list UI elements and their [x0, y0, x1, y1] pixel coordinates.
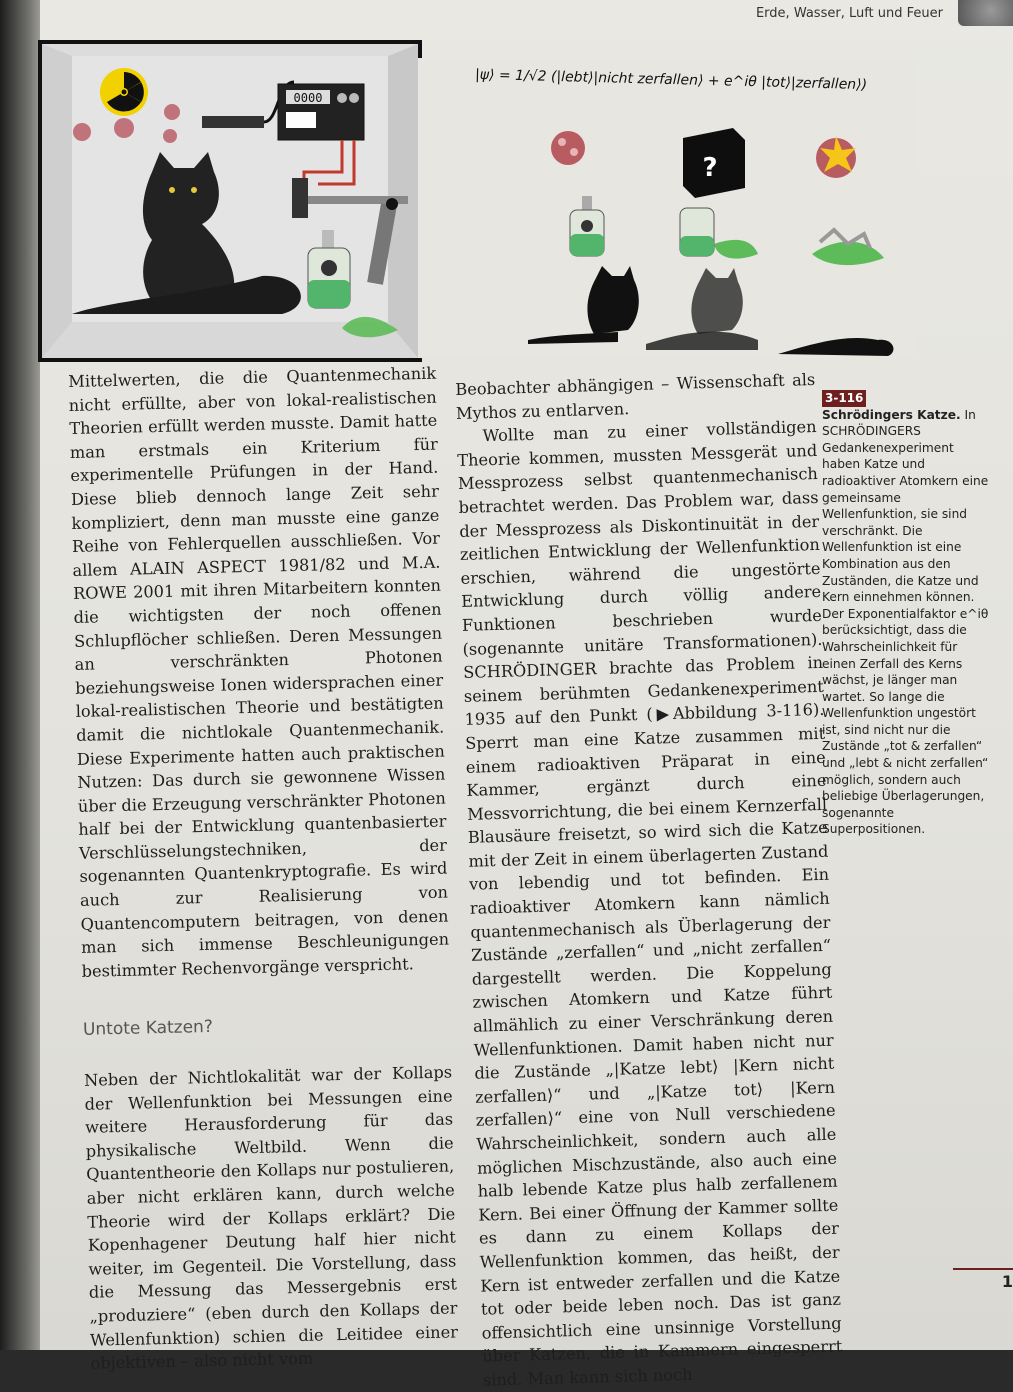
- caption-text: In SCHRÖDINGERS Gedankenexperiment haben Katze und radioaktiver Atomkern eine gemeinsame Wellenfunktion, sie sind verschränkt. Die Wellenfunktion ist eine Kombination aus den Zuständen, die Katze und Kern einnehmen können. Der Exponentialfaktor e^iθ berücksichtigt, dass die Wahrscheinlichkeit für einen Zerfall des Kerns wächst, je länger man wartet. So lange die Wellenfunktion ungestört ist, sind nicht nur die Zustände „tot & zerfallen“ und „lebt & nicht zerfallen“ möglich, sondern auch beliebige Überlagerungen, sogenannte Superpositionen.: [822, 407, 989, 837]
- figure-states: [418, 58, 918, 358]
- counter-digits: 0000: [293, 91, 323, 105]
- caption-title: Schrödingers Katze.: [822, 407, 961, 422]
- page-number: 1: [1001, 1272, 1013, 1291]
- section-heading: Untote Katzen?: [82, 1017, 214, 1041]
- bottle-intact-icon: [570, 196, 604, 256]
- footer-rule: [953, 1268, 1013, 1270]
- paragraph: Wollte man zu einer vollständigen Theorie kommen, mussten Messgerät und Messprozess selbst quantenmechanisch betrachtet werden. Das Problem war, dass der Messprozess als Diskontinuität in der zeitlichen Entwicklung der Wellenfunktion erschien, während die ungestörte Entwicklung durch völlig andere Funktionen beschrieben wurde (sogenannte unitäre Transformationen). SCHRÖDINGER brachte das Problem in seinem berühmten Gedankenexperiment 1935 auf den Punkt (▶Abbildung 3-116). Sperrt man eine Katze zusammen mit einem radioaktiven Präparat in eine Kammer, ergänzt durch eine Messvorrichtung, die bei einem Kernzerfall Blausäure freisetzt, so wird sich die Katze mit der Zeit in einem überlagerten Zustand von lebendig und tot befinden. Ein radioaktiver Atomkern kann nämlich quantenmechanisch als Überlagerung der Zustände „zerfallen“ und „nicht zerfallen“ dargestellt werden. Die Koppelung zwischen Atomkern und Katze führt allmählich zu einer Verschränkung deren Wellenfunktionen. Damit haben nicht nur die Zustände „|Katze lebt⟩ |Kern nicht zerfallen⟩“ und „|Katze tot⟩ |Kern zerfallen⟩“ eine von Null verschiedene Wahrscheinlichkeit, sondern auch alle möglichen Mischzustände, also auch eine halb lebende Katze plus halb zerfallenem Kern. Bei einer Öffnung der Kammer sollte es dann zu einem Kollaps der Wellenfunktion kommen, das heißt, der Kern ist entweder zerfallen und die Katze tot oder beide leben noch. Das ist ganz offensichtlich eine unsinnige Vorstellung über Katzen, die in Kammern eingesperrt sind. Man kann sich noch: [457, 417, 843, 1390]
- nucleus-intact-icon: [551, 131, 585, 165]
- running-head: Erde, Wasser, Luft und Feuer: [755, 6, 943, 21]
- figure-caption: [822, 390, 992, 838]
- mystery-box-icon: [683, 128, 745, 198]
- nucleus-decayed-icon: [816, 136, 856, 178]
- detector-tube: [202, 116, 264, 128]
- wavefunction-formula: |ψ⟩ = 1/√2 (|lebt⟩|nicht zerfallen⟩ + e^iθ |tot⟩|zerfallen⟩): [474, 66, 868, 94]
- states-illustration: [418, 58, 918, 358]
- corner-thumbnail: [958, 0, 1013, 26]
- figure-chamber: [38, 40, 422, 362]
- paragraph: Mittelwerten, die die Quantenmechanik nicht erfüllte, aber von lokal-realistischen Theorien erfüllt werden musste. Damit hatte man erstmals ein Kriterium für experimentelle Prüfungen in der Hand. Diese blieb dennoch lange Zeit sehr kompliziert, denn man musste eine ganze Reihe von Fehlerquellen ausschließen. Vor allem ALAIN ASPECT 1981/82 und M.A. ROWE 2001 mit ihren Mitarbeitern konnten die wichtigsten der noch offenen Schlupflöcher schließen. Deren Messungen an verschränkten Photonen beziehungsweise Ionen widersprachen einer lokal-realistischen Theorie und bestätigten damit die nichtlokale Quantenmechanik. Diese Experimente hatten auch praktischen Nutzen: Das durch sie gewonnene Wissen über die Erzeugung verschränkter Photonen half bei der Entwicklung quantenbasierter Verschlüsselungstechniken, der sogenannten Quantenkryptografie. Es wird auch zur Realisierung von Quantencomputern beitragen, von denen man sich immense Beschleunigungen bestimmter Rechenvorgänge verspricht.: [68, 363, 450, 981]
- figure-number-badge: 3-116: [822, 390, 866, 407]
- question-mark: ?: [702, 153, 718, 183]
- cat-superposition-icon: [646, 268, 758, 350]
- paragraph: Neben der Nichtlokalität war der Kollaps der Wellenfunktion bei Messungen eine weitere Herausforderung für das physikalische Weltbild. Wenn die Quantentheorie den Kollaps nur postulieren, aber nicht erklären kann, durch welche Theorie wird der Kollaps erklärt? Die Kopenhagener Deutung half hier nicht weiter, im Gegenteil. Die Vorstellung, dass die Messung das Messergebnis erst „produziere“ (eben durch den Kollaps der Wellenfunktion) schien die Leitidee einer objektiven – also nicht vom: [83, 1062, 459, 1373]
- chamber-illustration: [42, 44, 418, 358]
- text-column-middle: [455, 368, 843, 1392]
- paragraph: Beobachter abhängigen – Wissenschaft als Mythos zu entlarven.: [455, 369, 816, 423]
- text-column-left: [68, 362, 459, 1376]
- cat-dead-icon: [778, 338, 893, 356]
- bottle-broken-icon: [812, 230, 884, 265]
- bottle-half-broken-icon: [680, 208, 758, 259]
- counter-device: [278, 84, 364, 140]
- cat-alive-icon: [528, 266, 639, 344]
